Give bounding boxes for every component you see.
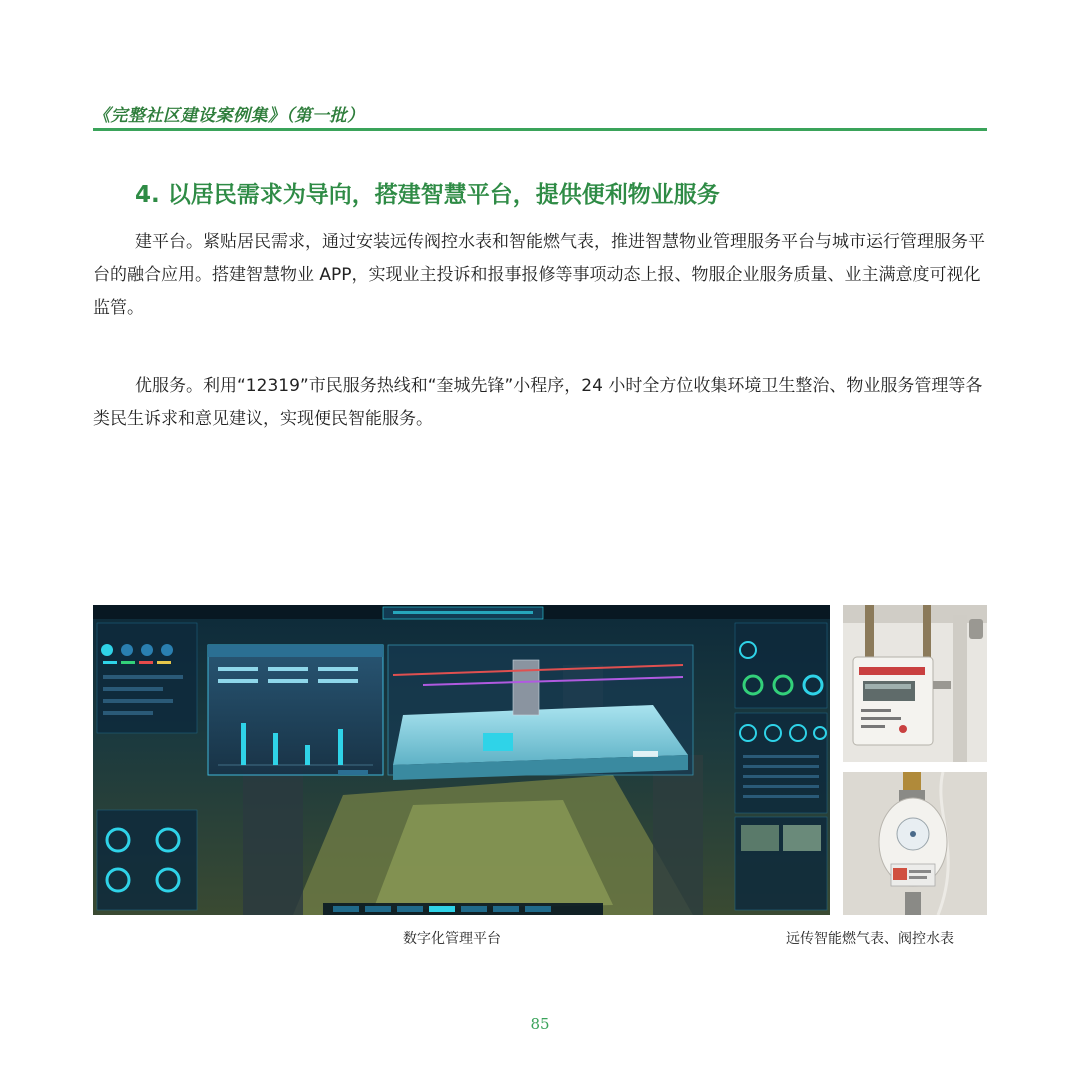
gas-meter-illustration (843, 605, 987, 762)
caption-digital-platform: 数字化管理平台 (403, 931, 501, 947)
paragraph-build-platform: 建平台。紧贴居民需求，通过安装远传阀控水表和智能燃气表，推进智慧物业管理服务平台与城市运行管理服务平台的融合应用。搭建智慧物业 APP，实现业主投诉和报事报修等事项动态上报、物服企业服务质量、业主满意度可视化监管。 (93, 232, 985, 318)
caption-smart-meters: 远传智能燃气表、阀控水表 (786, 931, 954, 947)
water-meter-illustration (843, 772, 987, 915)
section-title: 4. 以居民需求为导向，搭建智慧平台，提供便利物业服务 (135, 182, 720, 208)
running-header: 《完整社区建设案例集》（第一批） (93, 106, 365, 126)
water-meter-photo (843, 772, 987, 915)
header-divider (93, 128, 987, 131)
paragraph-optimize-service: 优服务。利用“12319”市民服务热线和“奎城先锋”小程序，24 小时全方位收集环境卫生整治、物业服务管理等各类民生诉求和意见建议，实现便民智能服务。 (93, 376, 983, 429)
dashboard-illustration (93, 605, 830, 915)
page-number: 85 (530, 1015, 550, 1033)
dashboard-screenshot (93, 605, 830, 915)
gas-meter-photo (843, 605, 987, 762)
